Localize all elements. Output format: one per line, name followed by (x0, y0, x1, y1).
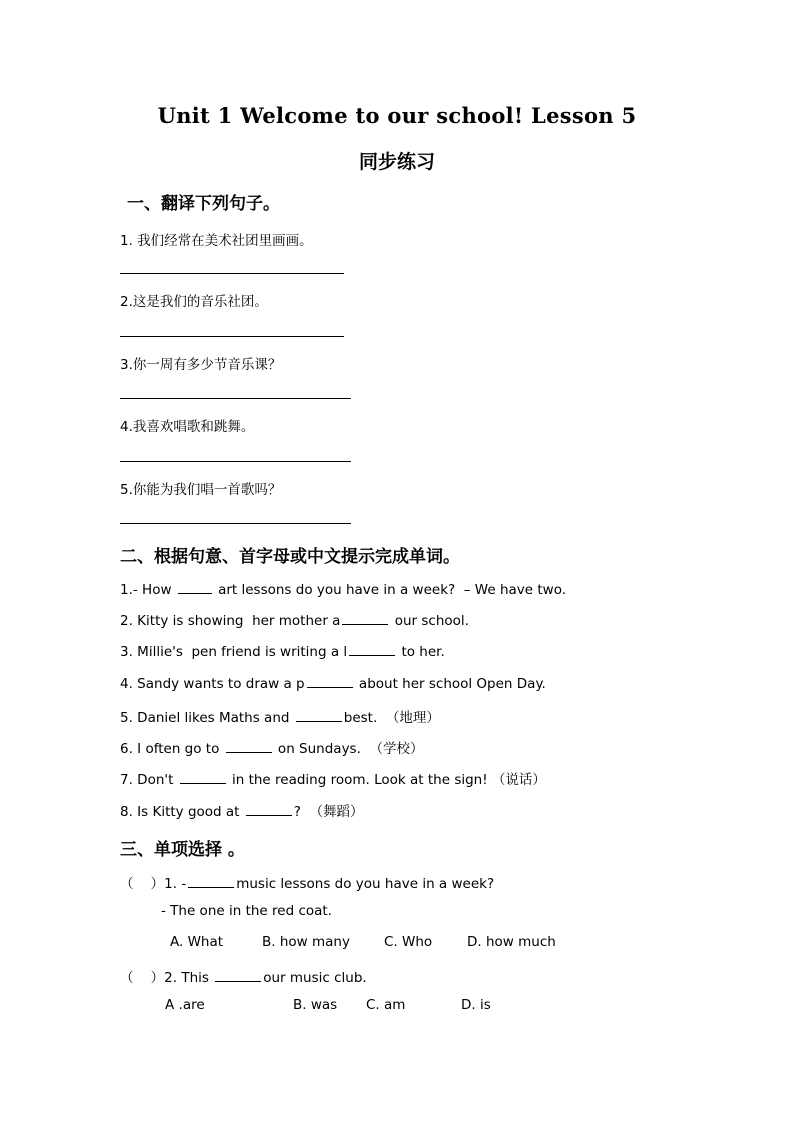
fill-item-text: our school. (390, 613, 469, 629)
answer-line-4[interactable] (120, 461, 351, 462)
mc-question-2 (120, 966, 367, 986)
fill-item-text: 7. Don't (120, 772, 178, 788)
answer-line-2[interactable] (120, 336, 344, 337)
fill-blank[interactable] (246, 803, 292, 816)
translate-item-5: 5.你能为我们唱一首歌吗？ (120, 482, 282, 498)
translate-item-2: 2.这是我们的音乐社团。 (120, 294, 268, 310)
fill-item-8 (120, 800, 364, 820)
section-1-heading: 一、翻译下列句子。 (127, 194, 280, 214)
fill-item-text: 2. Kitty is showing her mother a (120, 613, 341, 629)
fill-item-3 (120, 643, 445, 660)
option-c[interactable]: C. Who (384, 934, 433, 950)
translate-item-3: 3.你一周有多少节音乐课？ (120, 357, 282, 373)
page-title: Unit 1 Welcome to our school! Lesson 5 (157, 103, 637, 128)
option-d[interactable]: D. how much (467, 934, 556, 950)
question-text: 1. - (164, 876, 187, 892)
answer-paren[interactable]: （ ） (120, 970, 165, 986)
fill-blank[interactable] (215, 969, 261, 982)
fill-item-text: 1.- How (120, 582, 176, 598)
fill-blank[interactable] (226, 740, 272, 753)
fill-item-text: 6. I often go to (120, 741, 224, 757)
answer-paren[interactable]: （ ） (120, 876, 165, 892)
fill-blank[interactable] (178, 581, 212, 594)
option-a[interactable]: A. What (170, 934, 224, 950)
fill-blank[interactable] (307, 675, 353, 688)
fill-item-text: in the reading room. Look at the sign! （说话） (227, 772, 546, 788)
mc-question-1 (120, 872, 494, 892)
fill-item-text: 5. Daniel likes Maths and (120, 710, 294, 726)
fill-item-1 (120, 581, 566, 598)
answer-line-1[interactable] (120, 273, 344, 274)
question-text: music lessons do you have in a week? (236, 876, 495, 892)
fill-item-text: ? （舞蹈） (293, 804, 364, 820)
fill-item-text: 8. Is Kitty good at (120, 804, 244, 820)
answer-line-3[interactable] (120, 398, 351, 399)
answer-line-5[interactable] (120, 523, 351, 524)
fill-item-text: to her. (397, 644, 445, 660)
fill-blank[interactable] (188, 875, 234, 888)
translate-item-1: 1. 我们经常在美术社团里画画。 (120, 233, 313, 249)
section-3-heading: 三、单项选择 。 (120, 840, 245, 860)
fill-item-text: 3. Millie's pen friend is writing a l (120, 644, 348, 660)
option-c[interactable]: C. am (366, 997, 406, 1013)
question-text: our music club. (263, 970, 367, 986)
mc-question-1-line2: - The one in the red coat. (161, 903, 332, 919)
fill-blank[interactable] (342, 612, 388, 625)
fill-item-4 (120, 675, 546, 692)
fill-blank[interactable] (296, 709, 342, 722)
page-subtitle: 同步练习 (358, 151, 435, 173)
section-2-heading: 二、根据句意、首字母或中文提示完成单词。 (120, 547, 460, 567)
translate-item-4: 4.我喜欢唱歌和跳舞。 (120, 419, 255, 435)
fill-item-5 (120, 706, 440, 726)
fill-item-text: 4. Sandy wants to draw a p (120, 676, 305, 692)
option-a[interactable]: A .are (165, 997, 205, 1013)
option-b[interactable]: B. was (293, 997, 338, 1013)
fill-item-text: about her school Open Day. (354, 676, 546, 692)
question-text: 2. This (164, 970, 214, 986)
fill-item-6 (120, 737, 423, 757)
fill-item-text: on Sundays. （学校） (273, 741, 424, 757)
option-b[interactable]: B. how many (262, 934, 350, 950)
option-d[interactable]: D. is (461, 997, 491, 1013)
fill-item-2 (120, 612, 469, 629)
fill-item-text: best. （地理） (343, 710, 440, 726)
fill-blank[interactable] (180, 771, 226, 784)
fill-item-7 (120, 768, 546, 788)
fill-blank[interactable] (349, 643, 395, 656)
fill-item-text: art lessons do you have in a week? – We have two. (213, 582, 567, 598)
